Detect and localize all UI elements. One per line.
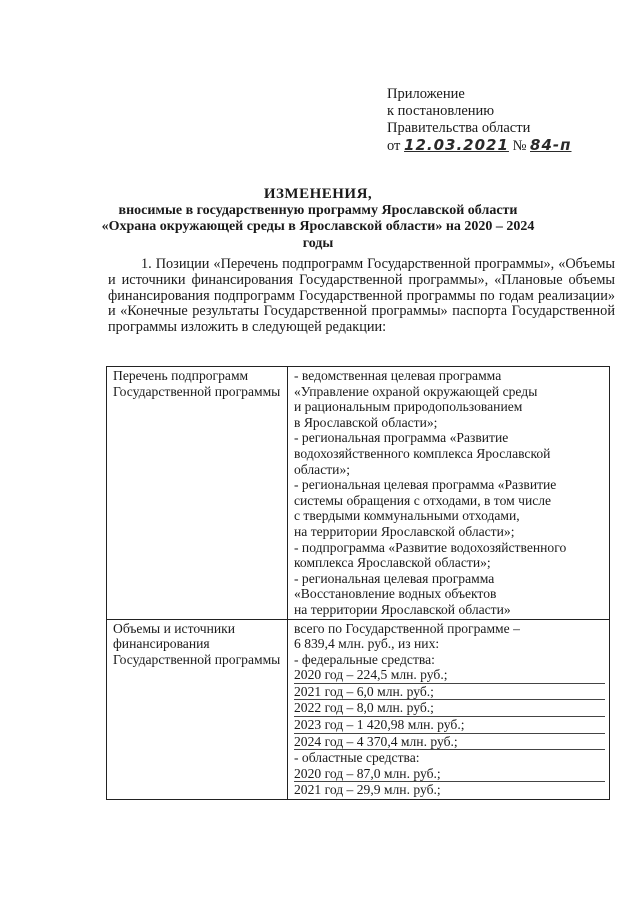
list-item: - федеральные средства: bbox=[294, 651, 435, 667]
appendix-block bbox=[387, 86, 572, 155]
list-item: «Управление охраной окружающей среды bbox=[294, 383, 538, 399]
row-label-financing: Объемы и источники финансирования Государственной программы bbox=[107, 619, 288, 800]
list-item: в Ярославской области»; bbox=[294, 414, 438, 430]
list-item: - ведомственная целевая программа bbox=[294, 368, 502, 383]
list-item: комплекса Ярославской области»; bbox=[294, 555, 491, 571]
date-prefix: от bbox=[387, 138, 401, 154]
list-item: 2021 год – 6,0 млн. руб.; bbox=[294, 684, 605, 701]
number-sign: № bbox=[512, 138, 527, 154]
title-heading: ИЗМЕНЕНИЯ, bbox=[263, 186, 373, 202]
title-line-3: «Охрана окружающей среды в Ярославской области» на 2020 – 2024 годы bbox=[101, 219, 535, 251]
row-content-financing bbox=[288, 619, 610, 800]
passport-table bbox=[106, 366, 610, 800]
appendix-line-2: к постановлению bbox=[387, 103, 495, 119]
table-row bbox=[107, 367, 610, 620]
appendix-line-3: Правительства области bbox=[387, 120, 531, 136]
list-item: - региональная целевая программа «Развитие bbox=[294, 477, 557, 493]
list-item: 2023 год – 1 420,98 млн. руб.; bbox=[294, 717, 605, 734]
list-item: и рациональным природопользованием bbox=[294, 399, 523, 415]
list-item: - региональная целевая программа bbox=[294, 570, 495, 586]
list-item: 2022 год – 8,0 млн. руб.; bbox=[294, 700, 605, 717]
list-item: на территории Ярославской области» bbox=[294, 601, 511, 617]
handwritten-number: 84-п bbox=[530, 136, 572, 154]
list-item: «Восстановление водных объектов bbox=[294, 586, 497, 602]
list-item: - областные средства: bbox=[294, 750, 420, 766]
list-item: 6 839,4 млн. руб., из них: bbox=[294, 636, 440, 652]
list-item: всего по Государственной программе – bbox=[294, 620, 520, 636]
list-item: водохозяйственного комплекса Ярославской bbox=[294, 445, 551, 461]
list-item: области»; bbox=[294, 461, 351, 477]
table-row bbox=[107, 619, 610, 800]
list-item: 2021 год – 29,9 млн. руб.; bbox=[294, 782, 441, 798]
row-content-subprograms bbox=[288, 367, 610, 620]
intro-paragraph: 1. Позиции «Перечень подпрограмм Государственной программы», «Объемы и источники финансирования Государственной программы», «Плановые объемы финансирования подпрограмм Государственной программы по годам реализации» и «Конечные результаты Государственной программы» паспорта Государственной программы изложить в следующей редакции: bbox=[108, 256, 615, 336]
document-title bbox=[100, 186, 536, 252]
list-item: на территории Ярославской области»; bbox=[294, 523, 515, 539]
list-item: 2024 год – 4 370,4 млн. руб.; bbox=[294, 734, 605, 751]
list-item: 2020 год – 224,5 млн. руб.; bbox=[294, 667, 605, 684]
handwritten-date: 12.03.2021 bbox=[404, 136, 509, 154]
title-line-2: вносимые в государственную программу Ярославской области bbox=[118, 202, 518, 218]
list-item: системы обращения с отходами, в том числе bbox=[294, 492, 552, 508]
list-item: - региональная программа «Развитие bbox=[294, 430, 509, 446]
list-item: - подпрограмма «Развитие водохозяйственного bbox=[294, 539, 567, 555]
appendix-date-line bbox=[387, 137, 572, 155]
list-item: 2020 год – 87,0 млн. руб.; bbox=[294, 766, 605, 783]
list-item: с твердыми коммунальными отходами, bbox=[294, 508, 520, 524]
appendix-line-1: Приложение bbox=[387, 86, 465, 102]
row-label-subprograms: Перечень подпрограмм Государственной программы bbox=[107, 367, 288, 620]
